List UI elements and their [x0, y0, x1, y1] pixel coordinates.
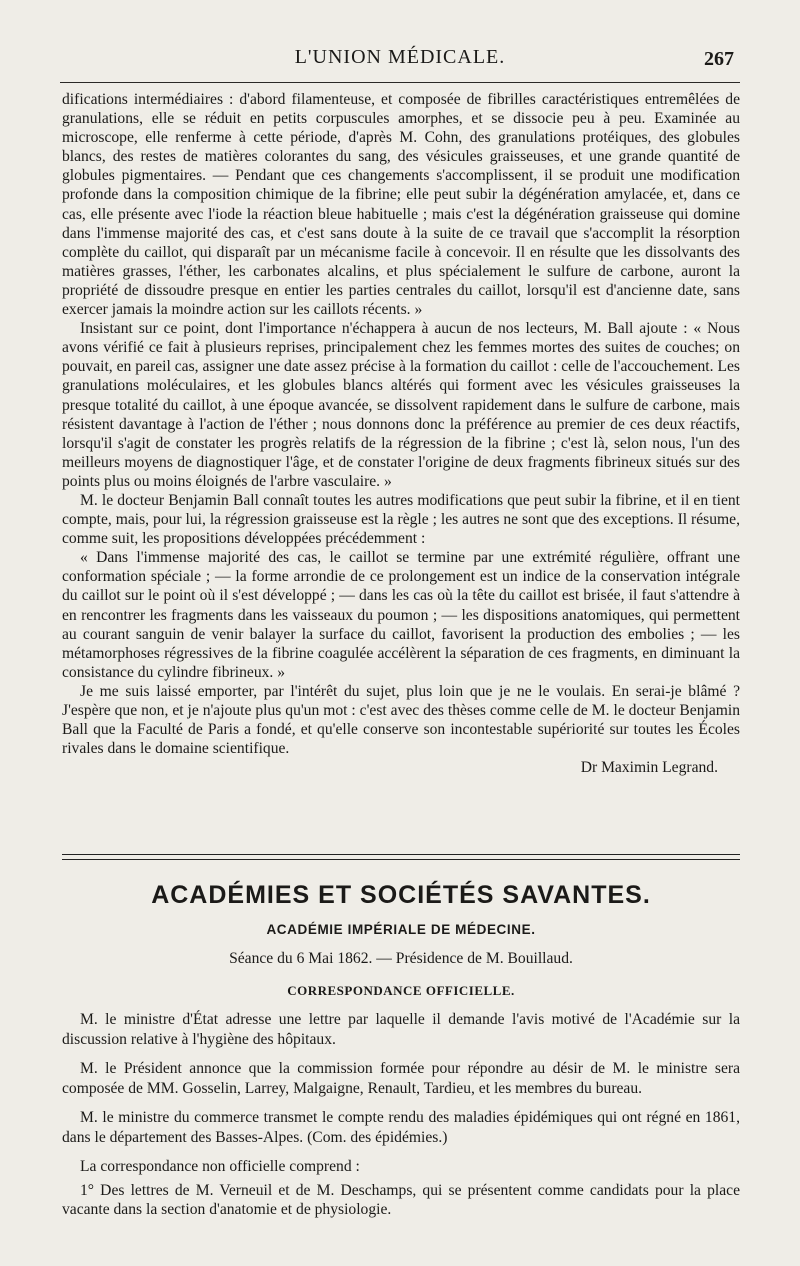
- section-paragraph: 1° Des lettres de M. Verneuil et de M. Deschamps, qui se présentent comme candidats pour la place vacante dans la section d'anatomie et de physiologie.: [62, 1181, 740, 1218]
- article-paragraph: Insistant sur ce point, dont l'importance n'échappera à aucun de nos lecteurs, M. Ball ajoute : « Nous avons vérifié ce fait à plusieurs reprises, principalement chez les femmes mortes des suites de couches; on pouvait, en pareil cas, assigner une date assez précise à la formation du caillot : celle de l'accouchement. Les granulations moléculaires, et les globules blancs altérés qui forment avec les vésicules graisseuses la presque totalité du caillot, à une époque avancée, se dissolvent rapidement dans le sulfure de carbone, mais résistent davantage à l'action de l'éther ; nous donnons donc la préférence au premier de ces deux réactifs, lorsqu'il s'agit de constater les progrès relatifs de la régression de la fibrine ; c'est là, selon nous, l'un des meilleurs moyens de diagnostiquer l'âge, et de constater l'origine de deux fragments fibrineux situés sur des points plus ou moins éloignés de l'arbre vasculaire. »: [62, 320, 740, 490]
- article-paragraph: Je me suis laissé emporter, par l'intérêt du sujet, plus loin que je ne le voulais. En serai-je blâmé ? J'espère que non, et je n'ajoute plus qu'un mot : c'est avec des thèses comme celle de M. le docteur Benjamin Ball que la Faculté de Paris a fondé, et qu'elle conserve son incontestable supériorité sur toutes les Écoles rivales dans le domaine scientifique.: [62, 682, 740, 758]
- section-paragraph: M. le ministre du commerce transmet le compte rendu des maladies épidémiques qui ont régné en 1861, dans le département des Basses-Alpes. (Com. des épidémies.): [62, 1109, 740, 1146]
- article-paragraph: M. le docteur Benjamin Ball connaît toutes les autres modifications que peut subir la fibrine, et il en tient compte, mais, pour lui, la régression graisseuse est la règle ; les autres ne sont que des exceptions. Il résume, comme suit, les propositions développées précédemment :: [62, 491, 740, 548]
- article-paragraph: « Dans l'immense majorité des cas, le caillot se termine par une extrémité régulière, offrant une conformation spéciale ; — la forme arrondie de ce prolongement est un indice de la conservation intégrale du caillot sur le point où il s'est développé ; — dans les cas où la tête du caillot est brisée, il faut s'attendre à en rencontrer les fragments dans les vaisseaux du poumon ; — les dispositions anatomiques, qui permettent au courant sanguin de venir balayer la surface du caillot, favorisent la production des embolies ; — les métamorphoses régressives de la fibrine coagulée accélèrent la séparation de ces fragments, en diminuant la consistance du cylindre fibrineux. »: [62, 549, 740, 681]
- session-line: Séance du 6 Mai 1862. — Présidence de M. Bouillaud.: [229, 950, 573, 967]
- academy-title: ACADÉMIE IMPÉRIALE DE MÉDECINE.: [266, 921, 536, 937]
- correspondence-title: CORRESPONDANCE OFFICIELLE.: [287, 982, 515, 998]
- article-body: [62, 90, 740, 777]
- header-rule: [60, 82, 740, 83]
- page-header: [0, 46, 800, 76]
- article-paragraph: difications intermédiaires : d'abord filamenteuse, et composée de fibrilles caractéristiques entremêlées de granulations, elle se réduit en petits corpuscules amorphes, et se dissocie peu à peu. Examinée au microscope, elle renferme à cette période, d'après M. Cohn, des granulations protéiques, des globules blancs, des restes de matières colorantes du sang, des vésicules graisseuses, et une grande quantité de globules pigmentaires. — Pendant que ces changements s'accomplissent, il se produit une modification profonde dans la composition chimique de la fibrine; elle peut subir la dégénération amylacée, et, dans ce cas, elle présente avec l'iode la réaction bleue habituelle ; mais c'est la dégénération graisseuse qui domine dans l'immense majorité des cas, et c'est sans doute à la suite de ce travail que s'accomplit la résorption complète du caillot, qui disparaît par un mécanisme facile à concevoir. Il en résulte que les dissolvants des matières grasses, l'éther, les carbonates alcalins, et plus spécialement le sulfure de carbone, auront la propriété de dissoudre presque en entier les parties centrales du caillot, lorsqu'il est d'ancienne date, sans exercer jamais la moindre action sur les caillots récents. »: [62, 91, 740, 319]
- page-number: 267: [704, 48, 734, 70]
- section-paragraph: La correspondance non officielle comprend :: [80, 1158, 360, 1175]
- academies-section: [62, 872, 740, 1230]
- author-signature: Dr Maximin Legrand.: [580, 759, 718, 777]
- journal-title: L'UNION MÉDICALE.: [294, 46, 506, 68]
- section-title: ACADÉMIES ET SOCIÉTÉS SAVANTES.: [151, 881, 651, 909]
- section-paragraph: M. le Président annonce que la commission formée pour répondre au désir de M. le ministre sera composée de MM. Gosselin, Larrey, Malgaigne, Renault, Tardieu, et les membres du bureau.: [62, 1060, 740, 1097]
- section-paragraph: M. le ministre d'État adresse une lettre par laquelle il demande l'avis motivé de l'Académie sur la discussion relative à l'hygiène des hôpitaux.: [62, 1011, 740, 1048]
- section-divider: [62, 854, 740, 860]
